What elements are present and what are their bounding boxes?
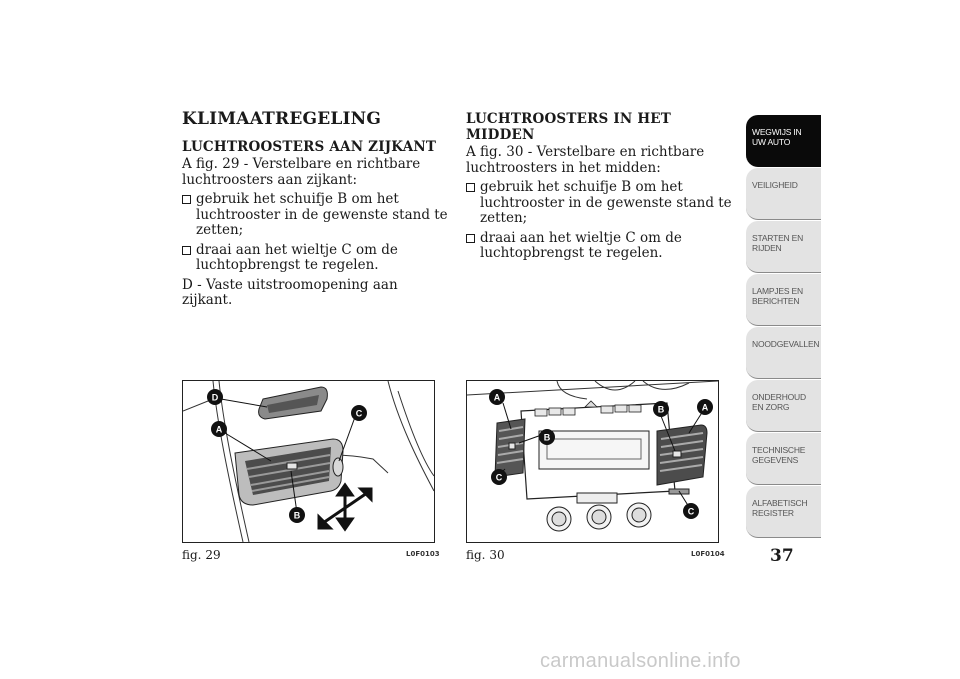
svg-text:B: B: [657, 404, 665, 415]
tab-label: LAMPJES EN BERICHTEN: [752, 286, 803, 306]
label-a: [211, 421, 227, 437]
figure-code-29: L0F0103: [406, 550, 440, 558]
tab-label: STARTEN EN RIJDEN: [752, 233, 804, 253]
intro-center-vents: A fig. 30 - Verstelbare en richtbare luchtroosters in het midden:: [466, 144, 705, 176]
tab-wegwijs[interactable]: [746, 115, 821, 167]
tab-veiligheid[interactable]: [746, 168, 821, 220]
tab-onderhoud[interactable]: [746, 380, 821, 432]
intro-side-vents: A fig. 29 - Verstelbare en richtbare luchtroosters aan zijkant:: [182, 156, 421, 188]
wheel-c: [333, 458, 343, 476]
caption-fig-29: fig. 29: [182, 548, 221, 562]
svg-text:C: C: [355, 408, 363, 419]
chapter-tabs: [746, 115, 821, 539]
tab-starten[interactable]: [746, 221, 821, 273]
svg-text:A: A: [215, 424, 223, 435]
right-column: [466, 112, 734, 266]
tab-label: WEGWIJS IN UW AUTO: [752, 127, 802, 147]
bullet-item: [182, 243, 450, 274]
fixed-outlet-d: [259, 387, 328, 419]
button-row: [535, 401, 641, 416]
tab-label: VEILIGHEID: [752, 180, 798, 190]
section-title: KLIMAATREGELING: [182, 109, 382, 129]
label-b-left: [539, 429, 555, 445]
checkbox-bullet-icon: [466, 183, 475, 192]
bullet-item: [466, 180, 734, 227]
climate-knobs: [547, 493, 651, 531]
bullet-item: [466, 231, 734, 262]
tab-label: TECHNISCHE GEGEVENS: [752, 445, 806, 465]
bullet-text: draai aan het wieltje C om de luchtopbrengst te regelen.: [480, 229, 682, 261]
side-vent-illustration: [183, 381, 434, 542]
figure-code-30: L0F0104: [691, 550, 725, 558]
tab-label: ALFABETISCH REGISTER: [752, 498, 808, 518]
bullet-item: [182, 192, 450, 239]
tab-alfabetisch[interactable]: [746, 486, 821, 538]
note-fixed-vent: D - Vaste uitstroomopening aan zijkant.: [182, 276, 398, 308]
caption-fig-30: fig. 30: [466, 548, 505, 562]
bullet-text: gebruik het schuifje B om het luchtrooster in de gewenste stand te zetten;: [196, 191, 448, 238]
svg-text:C: C: [687, 506, 695, 517]
svg-text:D: D: [211, 392, 219, 403]
tab-label: NOODGEVALLEN: [752, 339, 820, 349]
watermark: carmanualsonline.info: [540, 650, 741, 672]
bullet-text: draai aan het wieltje C om de luchtopbrengst te regelen.: [196, 241, 398, 273]
center-vent-left: [495, 419, 525, 477]
svg-text:A: A: [493, 392, 501, 403]
svg-text:C: C: [495, 472, 503, 483]
tab-technische[interactable]: [746, 433, 821, 485]
tab-lampjes[interactable]: [746, 274, 821, 326]
label-c: [351, 405, 367, 421]
center-vents-illustration: [467, 381, 718, 542]
figure-30-center-vents: [466, 380, 719, 543]
label-c-left: [491, 469, 507, 485]
left-column: [182, 109, 450, 313]
subhead-side-vents: LUCHTROOSTERS AAN ZIJKANT: [182, 138, 437, 155]
radio-slot: [539, 431, 649, 469]
bullet-text: gebruik het schuifje B om het luchtrooster in de gewenste stand te zetten;: [480, 179, 732, 226]
subhead-center-vents: LUCHTROOSTERS IN HET MIDDEN: [466, 111, 672, 143]
label-a-right: [697, 399, 713, 415]
svg-text:A: A: [701, 402, 709, 413]
slider-b: [287, 463, 297, 469]
tab-label: ONDERHOUD EN ZORG: [752, 392, 806, 412]
checkbox-bullet-icon: [182, 195, 191, 204]
label-b-right: [653, 401, 669, 417]
tab-noodgevallen[interactable]: [746, 327, 821, 379]
label-c-right: [683, 503, 699, 519]
label-d: [207, 389, 223, 405]
label-a-left: [489, 389, 505, 405]
center-vent-right: [657, 425, 707, 494]
figure-29-side-vent: [182, 380, 435, 543]
label-b: [289, 507, 305, 523]
svg-text:B: B: [543, 432, 551, 443]
svg-text:B: B: [293, 510, 301, 521]
checkbox-bullet-icon: [182, 246, 191, 255]
checkbox-bullet-icon: [466, 234, 475, 243]
page-number: 37: [770, 546, 794, 566]
